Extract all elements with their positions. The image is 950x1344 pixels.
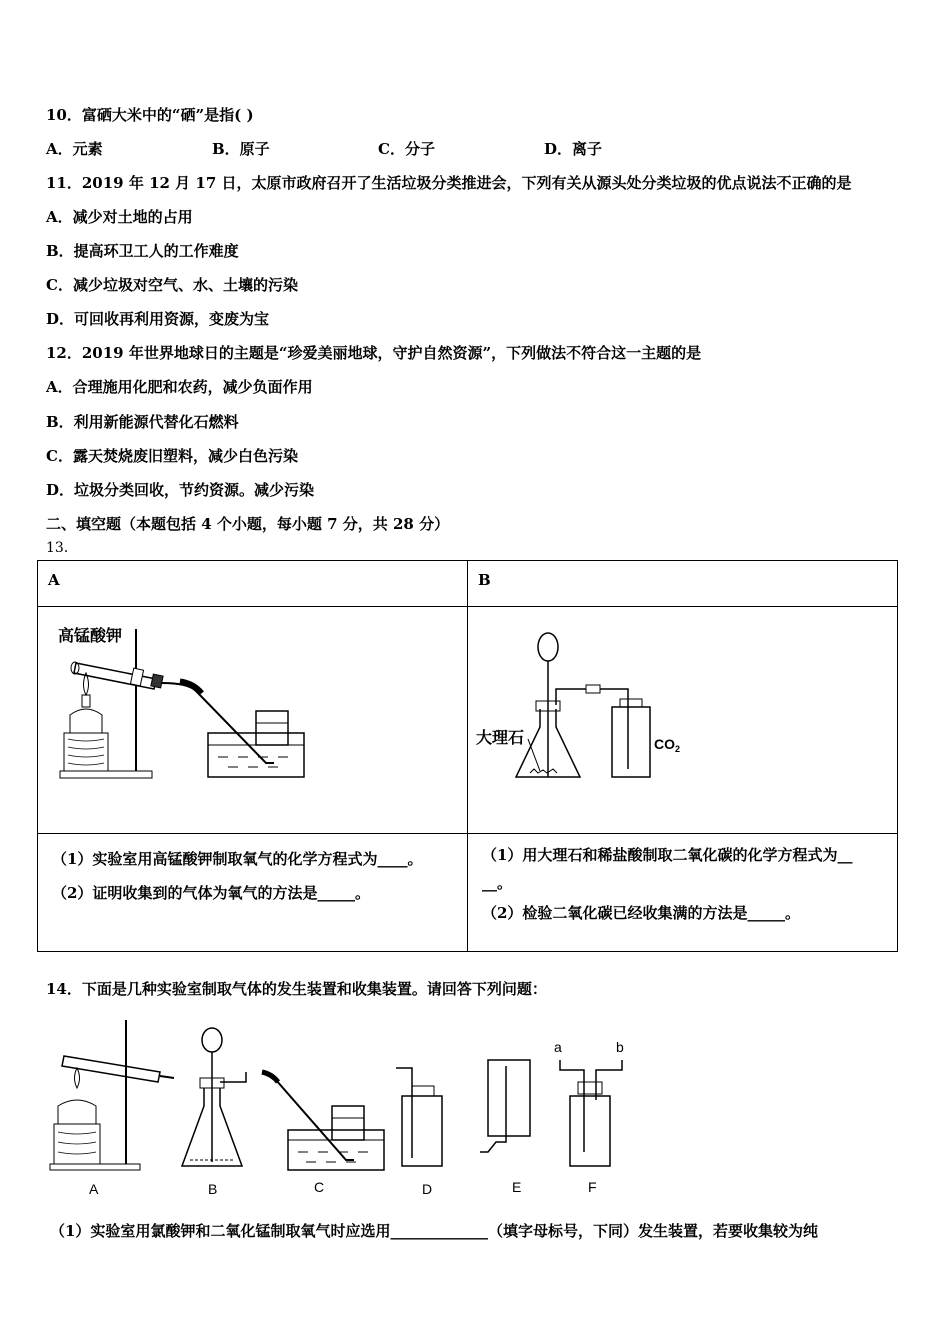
apparatus-c [262, 1072, 384, 1195]
port-a-label: a [554, 1039, 562, 1055]
q10-stem: 10．富硒大米中的“硒”是指( ) [46, 106, 254, 124]
q13-b-q2[interactable]: （2）检验二氧化碳已经收集满的方法是_____。 [482, 904, 800, 922]
q11-option-a[interactable]: A．减少对土地的占用 [46, 208, 193, 226]
separatory-funnel [538, 633, 558, 661]
q11-option-d[interactable]: D．可回收再利用资源，变废为宝 [46, 310, 270, 328]
apparatus-e [480, 1060, 530, 1195]
co2-apparatus-figure [468, 607, 897, 829]
q10-option-b[interactable]: B．原子 [212, 140, 270, 158]
gas-tube [556, 689, 628, 769]
q10-option-d[interactable]: D．离子 [544, 140, 603, 158]
co2-label: $CO_2$ [654, 736, 681, 754]
q12-option-c[interactable]: C．露天焚烧废旧塑料，减少白色污染 [46, 447, 298, 465]
section-heading: 二、填空题（本题包括 4 个小题，每小题 7 分，共 28 分） [46, 515, 450, 533]
q13-figure-b [468, 607, 898, 834]
kmno4-label: 高锰酸钾 [58, 628, 123, 645]
q13-table [37, 560, 898, 952]
q13-header-a: A [38, 561, 468, 607]
apparatus-d [396, 1068, 442, 1197]
marble-label: 大理石 [476, 730, 525, 747]
q13-figure-a [38, 607, 468, 834]
q12-option-d[interactable]: D．垃圾分类回收，节约资源。减少污染 [46, 481, 315, 499]
q11-stem: 11．2019 年 12 月 17 日，太原市政府召开了生活垃圾分类推进会，下列有关从源头处分类垃圾的优点说法不正确的是 [46, 174, 852, 192]
apparatus-a [50, 1020, 174, 1197]
label-f: F [588, 1179, 597, 1195]
label-c: C [314, 1179, 325, 1195]
q13-number: 13． [46, 540, 78, 556]
apparatus-b [182, 1028, 246, 1197]
label-d: D [422, 1181, 433, 1197]
q12-option-a[interactable]: A．合理施用化肥和农药，减少负面作用 [46, 378, 313, 396]
label-b: B [208, 1181, 218, 1197]
kmno4-apparatus-figure [38, 607, 467, 829]
alcohol-lamp [70, 709, 102, 733]
q13-questions-a [38, 834, 468, 952]
collecting-bottle [256, 711, 288, 745]
q11-option-c[interactable]: C．减少垃圾对空气、水、土壤的污染 [46, 276, 298, 294]
q13-questions-b [468, 834, 898, 952]
q14-apparatus-figure [40, 1016, 680, 1202]
q12-stem: 12．2019 年世界地球日的主题是“珍爱美丽地球，守护自然资源”，下列做法不符合这一主题的是 [46, 344, 702, 362]
test-tube [74, 663, 156, 689]
q12-option-b[interactable]: B．利用新能源代替化石燃料 [46, 413, 239, 431]
q10-options [46, 138, 710, 159]
q14-stem: 14．下面是几种实验室制取气体的发生装置和收集装置。请回答下列问题： [46, 980, 547, 998]
q13-b-q1-cont[interactable]: __。 [482, 874, 513, 892]
q13-b-q1[interactable]: （1）用大理石和稀盐酸制取二氧化碳的化学方程式为__ [482, 846, 853, 864]
q13-a-q1[interactable]: （1）实验室用高锰酸钾制取氧气的化学方程式为____。 [52, 850, 423, 868]
q10-option-c[interactable]: C．分子 [378, 140, 435, 158]
label-a: A [89, 1181, 99, 1197]
q14-q1[interactable]: （1）实验室用氯酸钾和二氧化锰制取氧气时应选用_____________（填字母标号，下同）发生装置，若要收集较为纯 [50, 1222, 818, 1240]
q13-a-q2[interactable]: （2）证明收集到的气体为氧气的方法是_____。 [52, 884, 370, 902]
q13-header-b: B [468, 561, 898, 607]
co2-bottle [612, 707, 650, 777]
apparatus-f [554, 1039, 624, 1195]
q10-option-a[interactable]: A．元素 [46, 140, 103, 158]
label-e: E [512, 1179, 522, 1195]
q11-option-b[interactable]: B．提高环卫工人的工作难度 [46, 242, 239, 260]
port-b-label: b [616, 1039, 624, 1055]
stand-base [60, 771, 152, 778]
